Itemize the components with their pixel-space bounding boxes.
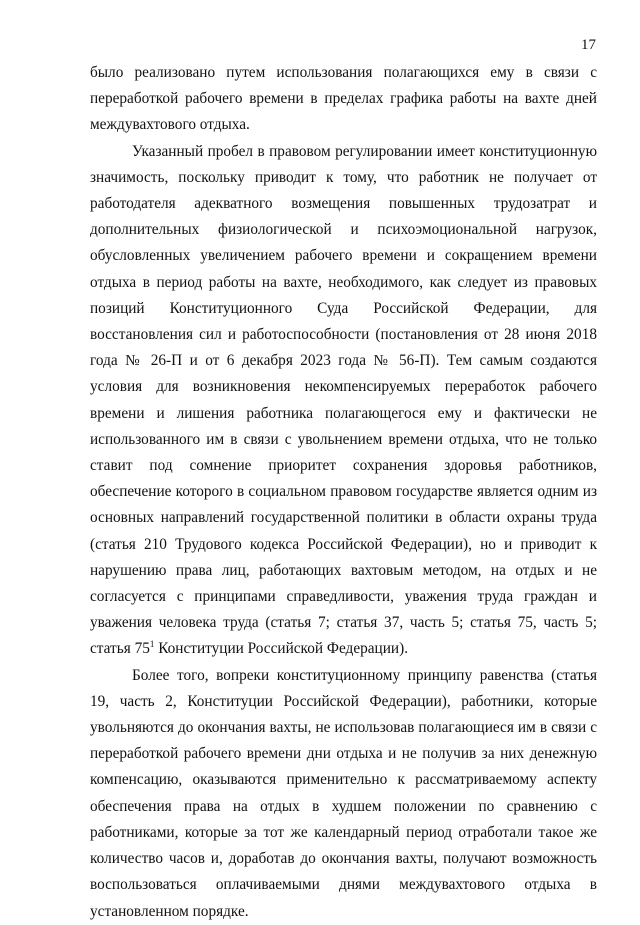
paragraph-equality-principle: Более того, вопреки конституционному принципу равенства (статья 19, часть 2, Конституции Российской Федерации), работники, которые увольняются до окончания вахты, не использовав полагающиеся им в связи с переработкой рабочего времени дни отдыха и не получив за них денежную компенсацию, оказываются применительно к рассматриваемому аспекту обеспечения права на отдых в худшем положении по сравнению с работниками, которые за тот же календарный период отработали такое же количество часов и, доработав до окончания вахты, получают возможность воспользоваться оплачиваемыми днями междувахтового отдыха в установленном порядке.: [90, 666, 597, 920]
document-body: [90, 60, 597, 925]
paragraph-text: Указанный пробел в правовом регулировании имеет конституционную значимость, поскольку приводит к тому, что работник не получает от работодателя адекватного возмещения повышенных трудозатрат и дополнительных физиологической и психоэмоциональной нагрузок, обусловленных увеличением рабочего времени и сокращением времени отдыха в период работы на вахте, необходимого, как следует из правовых позиций Конституционного Суда Российской Федерации, для восстановления сил и работоспособности (постановления от 28 июня 2018 года № 26-П и от 6 декабря 2023 года № 56-П). Тем самым создаются условия для возникновения некомпенсируемых переработок рабочего времени и лишения работника полагающегося ему и фактически не использованного им в связи с увольнением времени отдыха, что не только ставит под сомнение приоритет сохранения здоровья работников, обеспечение которого в социальном правовом государстве является одним из основных направлений государственной политики в области охраны труда (статья 210 Трудового кодекса Российской Федерации), но и приводит к нарушению права лиц, работающих вахтовым методом, на отдых и не согласуется с принципами справедливости, уважения труда граждан и уважения человека труда (статья 7; статья 37, часть 5; статья 75, часть 5; статья 75: [90, 142, 597, 658]
paragraph-constitutional-significance: [90, 139, 597, 663]
superscript-article-index: 1: [149, 639, 155, 650]
paragraph-continuation: было реализовано путем использования полагающихся ему в связи с переработкой рабочего времени в пределах графика работы на вахте дней междувахтового отдыха.: [90, 64, 597, 134]
paragraph-text-tail: Конституции Российской Федерации).: [154, 640, 409, 658]
page-number: 17: [581, 37, 596, 53]
